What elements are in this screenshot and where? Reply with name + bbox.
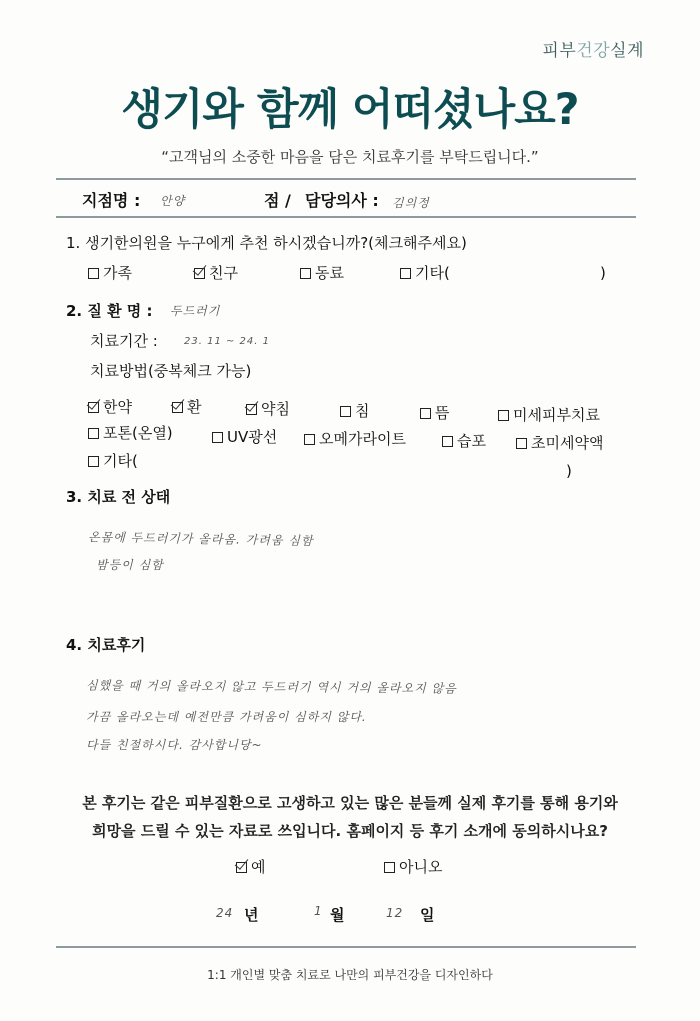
- q4-answer-line1[interactable]: 심했을 때 거의 올라오지 않고 두드러기 역시 거의 올라오지 않음: [85, 678, 457, 696]
- checkbox-icon[interactable]: [340, 406, 351, 417]
- method-pill[interactable]: 환: [172, 396, 202, 417]
- date-day-label: 일: [420, 906, 435, 924]
- method-label: 치료방법(중복체크 가능): [90, 362, 252, 380]
- checkbox-icon[interactable]: [384, 862, 395, 873]
- date-month[interactable]: 1: [314, 904, 323, 918]
- checkbox-checked-icon[interactable]: [172, 402, 183, 413]
- checkbox-checked-icon[interactable]: [246, 404, 257, 415]
- method-micro-skin[interactable]: 미세피부치료: [498, 404, 600, 425]
- q1-option-friend[interactable]: 친구: [194, 262, 238, 283]
- divider-top: [56, 178, 636, 180]
- page-title: 생기와 함께 어떠셨나요?: [121, 85, 579, 135]
- method-uv[interactable]: UV광선: [212, 426, 277, 447]
- branch-value[interactable]: 안양: [160, 194, 186, 208]
- method-omegalight[interactable]: 오메가라이트: [304, 428, 406, 449]
- checkbox-icon[interactable]: [88, 268, 99, 279]
- period-label: 치료기간 :: [90, 332, 158, 350]
- checkbox-icon[interactable]: [400, 268, 411, 279]
- q3-answer-line1[interactable]: 온몸에 두드러기가 올라옴. 가려움 심함: [87, 530, 314, 548]
- doctor-value[interactable]: 김의정: [392, 196, 430, 210]
- checkbox-icon[interactable]: [304, 434, 315, 445]
- q2-question: 2. 질 환 명 :: [66, 302, 153, 320]
- period-value[interactable]: 23. 11 ~ 24. 1: [184, 336, 270, 347]
- q4-answer-line3[interactable]: 다들 친절하시다. 감사합니당~: [86, 738, 263, 752]
- method-pharmacopuncture[interactable]: 약침: [246, 398, 290, 419]
- date-day[interactable]: 12: [386, 906, 404, 920]
- checkbox-icon[interactable]: [498, 410, 509, 421]
- checkbox-icon[interactable]: [420, 408, 431, 419]
- checkbox-icon[interactable]: [88, 456, 99, 467]
- checkbox-icon[interactable]: [442, 436, 453, 447]
- divider-bottom: [56, 946, 636, 948]
- consent-line1: 본 후기는 같은 피부질환으로 고생하고 있는 많은 분들께 실제 후기를 통해 용기와: [82, 794, 618, 812]
- checkbox-icon[interactable]: [516, 438, 527, 449]
- page-subtitle: “고객님의 소중한 마음을 담은 치료후기를 부탁드립니다.”: [161, 148, 539, 166]
- branch-label: 지점명 :: [82, 191, 141, 210]
- method-other-close: ): [566, 462, 572, 480]
- footer-slogan: 1:1 개인별 맞춤 치료로 나만의 피부건강을 디자인하다: [207, 968, 493, 982]
- q1-option-colleague[interactable]: 동료: [300, 262, 344, 283]
- q3-question: 3. 치료 전 상태: [66, 488, 171, 506]
- method-acupuncture[interactable]: 침: [340, 400, 370, 421]
- date-year[interactable]: 24: [216, 906, 234, 920]
- doctor-label: 담당의사 :: [305, 191, 379, 210]
- q1-option-family[interactable]: 가족: [88, 262, 132, 283]
- checkbox-checked-icon[interactable]: [88, 402, 99, 413]
- q3-answer-line2[interactable]: 밤등이 심함: [96, 558, 164, 572]
- method-ultrafine[interactable]: 초미세약액: [516, 432, 603, 453]
- consent-line2: 희망을 드릴 수 있는 자료로 쓰입니다. 홈페이지 등 후기 소개에 동의하시나요?: [92, 822, 608, 840]
- method-other[interactable]: 기타(: [88, 450, 138, 471]
- branch-suffix: 점 /: [264, 191, 291, 210]
- method-herbal[interactable]: 한약: [88, 396, 132, 417]
- q1-question: 1. 생기한의원을 누구에게 추천 하시겠습니까?(체크해주세요): [66, 234, 467, 252]
- q1-option-other[interactable]: 기타(: [400, 262, 450, 283]
- brand-logo: [542, 36, 644, 61]
- method-moxibustion[interactable]: 뜸: [420, 402, 450, 423]
- checkbox-icon[interactable]: [300, 268, 311, 279]
- date-month-label: 월: [330, 906, 345, 924]
- date-year-label: 년: [244, 906, 259, 924]
- checkbox-checked-icon[interactable]: [194, 268, 205, 279]
- divider-branch: [56, 216, 636, 218]
- method-photon[interactable]: 포톤(온열): [88, 422, 173, 443]
- brand-part1: 피부: [542, 41, 577, 61]
- consent-yes[interactable]: 예: [236, 856, 266, 877]
- q4-question: 4. 치료후기: [66, 636, 146, 654]
- method-compress[interactable]: 습포: [442, 430, 486, 451]
- checkbox-checked-icon[interactable]: [236, 862, 247, 873]
- q1-option-other-close: ): [600, 264, 606, 282]
- checkbox-icon[interactable]: [88, 428, 99, 439]
- disease-value[interactable]: 두드러기: [170, 304, 221, 318]
- consent-no[interactable]: 아니오: [384, 856, 442, 877]
- brand-part3: 실계: [610, 41, 644, 61]
- q4-answer-line2[interactable]: 가끔 올라오는데 예전만큼 가려움이 심하지 않다.: [86, 710, 367, 724]
- brand-part2: 건강: [576, 41, 611, 61]
- checkbox-icon[interactable]: [212, 432, 223, 443]
